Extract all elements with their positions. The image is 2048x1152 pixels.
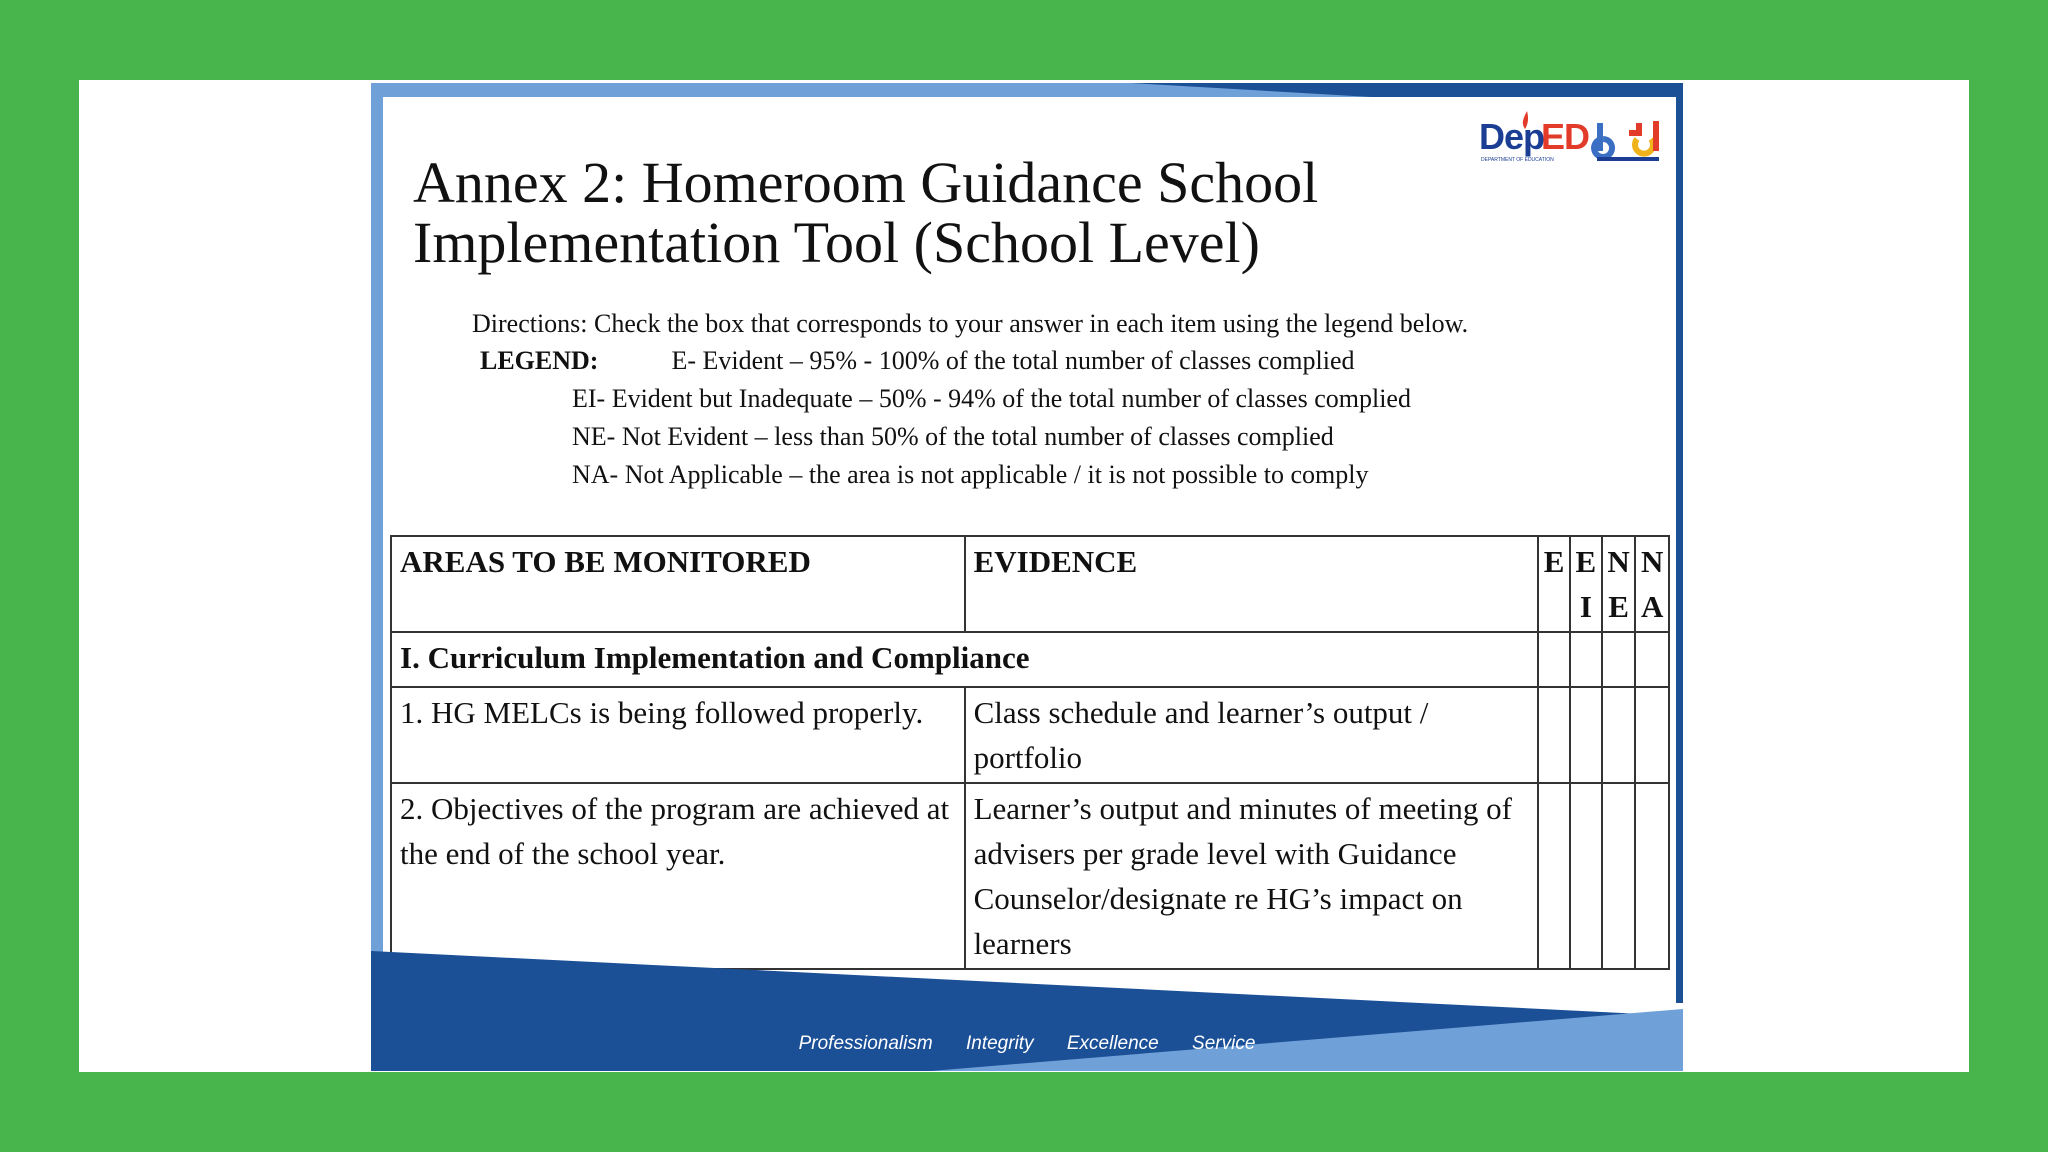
row-evidence: Class schedule and learner’s output / portfolio: [965, 687, 1539, 783]
motto-service: Service: [1192, 1033, 1256, 1054]
checkbox-cell[interactable]: [1602, 783, 1636, 969]
motto-integrity: Integrity: [965, 1033, 1034, 1054]
checkbox-cell[interactable]: [1602, 687, 1636, 783]
header-areas: AREAS TO BE MONITORED: [391, 536, 965, 632]
checkbox-cell[interactable]: [1635, 687, 1669, 783]
section-title: I. Curriculum Implementation and Compliance: [391, 632, 1538, 687]
table-row: [391, 783, 1669, 969]
checkbox-cell[interactable]: [1570, 687, 1602, 783]
header-evidence: EVIDENCE: [965, 536, 1539, 632]
motto-professionalism: Professionalism: [798, 1033, 933, 1054]
checkbox-cell[interactable]: [1538, 783, 1570, 969]
legend-item-na: NA- Not Applicable – the area is not applicable / it is not possible to comply: [572, 460, 1369, 489]
table-header-row: [391, 536, 1669, 632]
table-row: [391, 687, 1669, 783]
checkbox-cell[interactable]: [1538, 632, 1570, 687]
header-ne: N E: [1602, 536, 1636, 632]
row-evidence: Learner’s output and minutes of meeting of advisers per grade level with Guidance Counselor/designate re HG’s impact on learners: [965, 783, 1539, 969]
deped-logo: [1479, 109, 1669, 179]
header-na: N A: [1635, 536, 1669, 632]
checkbox-cell[interactable]: [1602, 632, 1636, 687]
checkbox-cell[interactable]: [1570, 632, 1602, 687]
header-ei: E I: [1570, 536, 1602, 632]
checkbox-cell[interactable]: [1635, 783, 1669, 969]
header-e: E: [1538, 536, 1570, 632]
legend-item-ei: EI- Evident but Inadequate – 50% - 94% of the total number of classes complied: [572, 384, 1411, 413]
motto-excellence: Excellence: [1066, 1033, 1159, 1054]
svg-text:ED: ED: [1541, 116, 1590, 157]
legend-label: LEGEND:: [480, 346, 599, 375]
presentation-slide: [371, 83, 1683, 1071]
checkbox-cell[interactable]: [1570, 783, 1602, 969]
checkbox-cell[interactable]: [1538, 687, 1570, 783]
left-accent-bar: [371, 83, 383, 963]
slide-title: Annex 2: Homeroom Guidance School Implementation Tool (School Level): [413, 150, 1319, 275]
right-accent-bar: [1676, 83, 1683, 1003]
checkbox-cell[interactable]: [1635, 632, 1669, 687]
legend-row-e: [480, 346, 1355, 376]
footer-motto: [371, 1033, 1683, 1055]
legend-item-ne: NE- Not Evident – less than 50% of the total number of classes complied: [572, 422, 1334, 451]
row-area: 2. Objectives of the program are achieved at the end of the school year.: [391, 783, 965, 969]
svg-text:Dep: Dep: [1479, 116, 1545, 157]
legend-item-e: E- Evident – 95% - 100% of the total number of classes complied: [671, 346, 1355, 375]
svg-text:DEPARTMENT OF EDUCATION: DEPARTMENT OF EDUCATION: [1481, 157, 1554, 163]
section-row: [391, 632, 1669, 687]
directions-text: Directions: Check the box that corresponds to your answer in each item using the legend below.: [472, 309, 1469, 338]
monitoring-table: [390, 535, 1670, 970]
row-area: 1. HG MELCs is being followed properly.: [391, 687, 965, 783]
top-accent-bar-dark: [371, 83, 1683, 97]
